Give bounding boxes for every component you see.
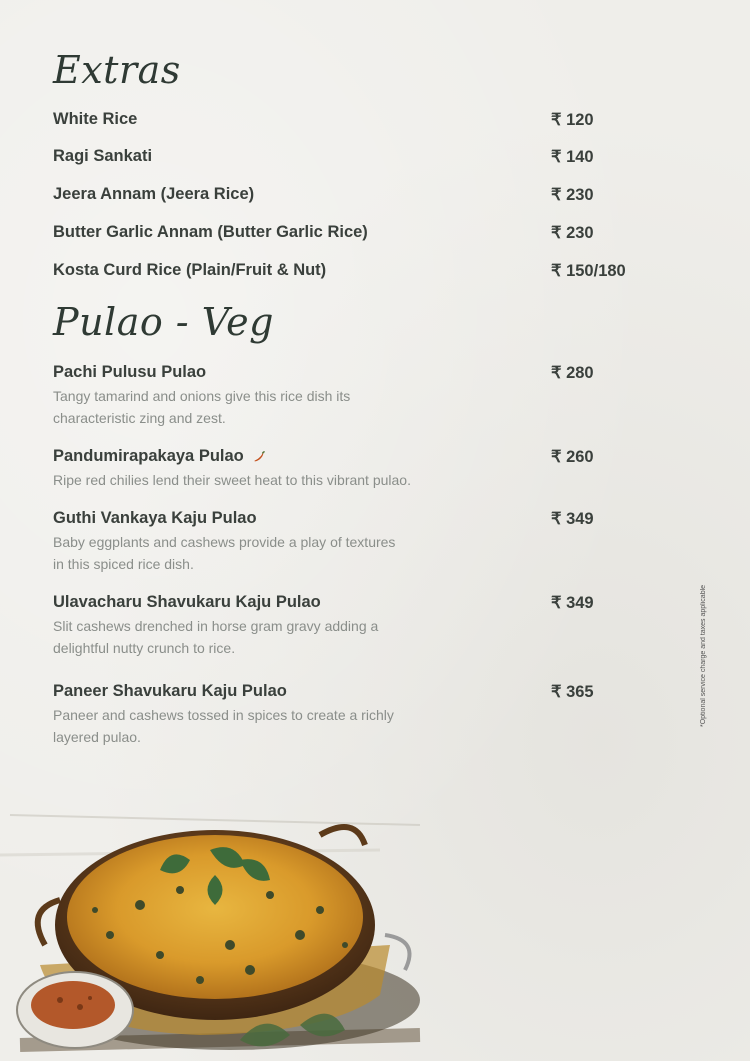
menu-item-price: ₹ 365	[551, 683, 594, 701]
menu-item-description	[53, 469, 473, 491]
section-title-extras: Extras	[53, 48, 181, 92]
description-line: layered pulao.	[53, 729, 141, 745]
menu-item-name	[53, 447, 266, 466]
menu-item-price: ₹ 349	[551, 594, 594, 612]
menu-item-name: Ulavacharu Shavukaru Kaju Pulao	[53, 593, 321, 611]
menu-item-name: Guthi Vankaya Kaju Pulao	[53, 509, 257, 527]
menu-item-price: ₹ 349	[551, 510, 594, 528]
menu-item-name: Jeera Annam (Jeera Rice)	[53, 185, 255, 203]
description-line: delightful nutty crunch to rice.	[53, 640, 236, 656]
menu-item-price: ₹ 230	[551, 186, 594, 204]
menu-item-price: ₹ 230	[551, 224, 594, 242]
menu-item-description	[53, 385, 453, 429]
menu-item-price: ₹ 260	[551, 448, 594, 466]
menu-item-name-text: Pandumirapakaya Pulao	[53, 447, 244, 465]
description-line: Baby eggplants and cashews provide a play of textures	[53, 534, 396, 550]
menu-item-price: ₹ 150/180	[551, 262, 626, 280]
service-charge-note: *Optional service charge and taxes applicable	[700, 584, 707, 727]
menu-item-name: Paneer Shavukaru Kaju Pulao	[53, 682, 287, 700]
description-line: in this spiced rice dish.	[53, 556, 194, 572]
description-line: characteristic zing and zest.	[53, 410, 226, 426]
chili-icon	[252, 450, 266, 464]
menu-item-price: ₹ 280	[551, 364, 594, 382]
menu-item-description	[53, 704, 453, 748]
menu-item-price: ₹ 120	[551, 111, 594, 129]
menu-item-description	[53, 531, 453, 575]
menu-item-price: ₹ 140	[551, 148, 594, 166]
menu-item-name: Ragi Sankati	[53, 147, 153, 165]
pulao-dish-illustration	[0, 795, 430, 1061]
menu-item-name: Butter Garlic Annam (Butter Garlic Rice)	[53, 223, 368, 241]
description-line: Paneer and cashews tossed in spices to create a richly	[53, 707, 394, 723]
menu-item-name: White Rice	[53, 110, 138, 128]
menu-item-description	[53, 615, 453, 659]
section-title-pulao-veg: Pulao - Veg	[53, 300, 274, 344]
description-line: Tangy tamarind and onions give this rice dish its	[53, 388, 351, 404]
menu-item-name: Kosta Curd Rice (Plain/Fruit & Nut)	[53, 261, 327, 279]
menu-item-name: Pachi Pulusu Pulao	[53, 363, 207, 381]
description-line: Slit cashews drenched in horse gram gravy adding a	[53, 618, 379, 634]
description-line: Ripe red chilies lend their sweet heat to this vibrant pulao.	[53, 472, 411, 488]
